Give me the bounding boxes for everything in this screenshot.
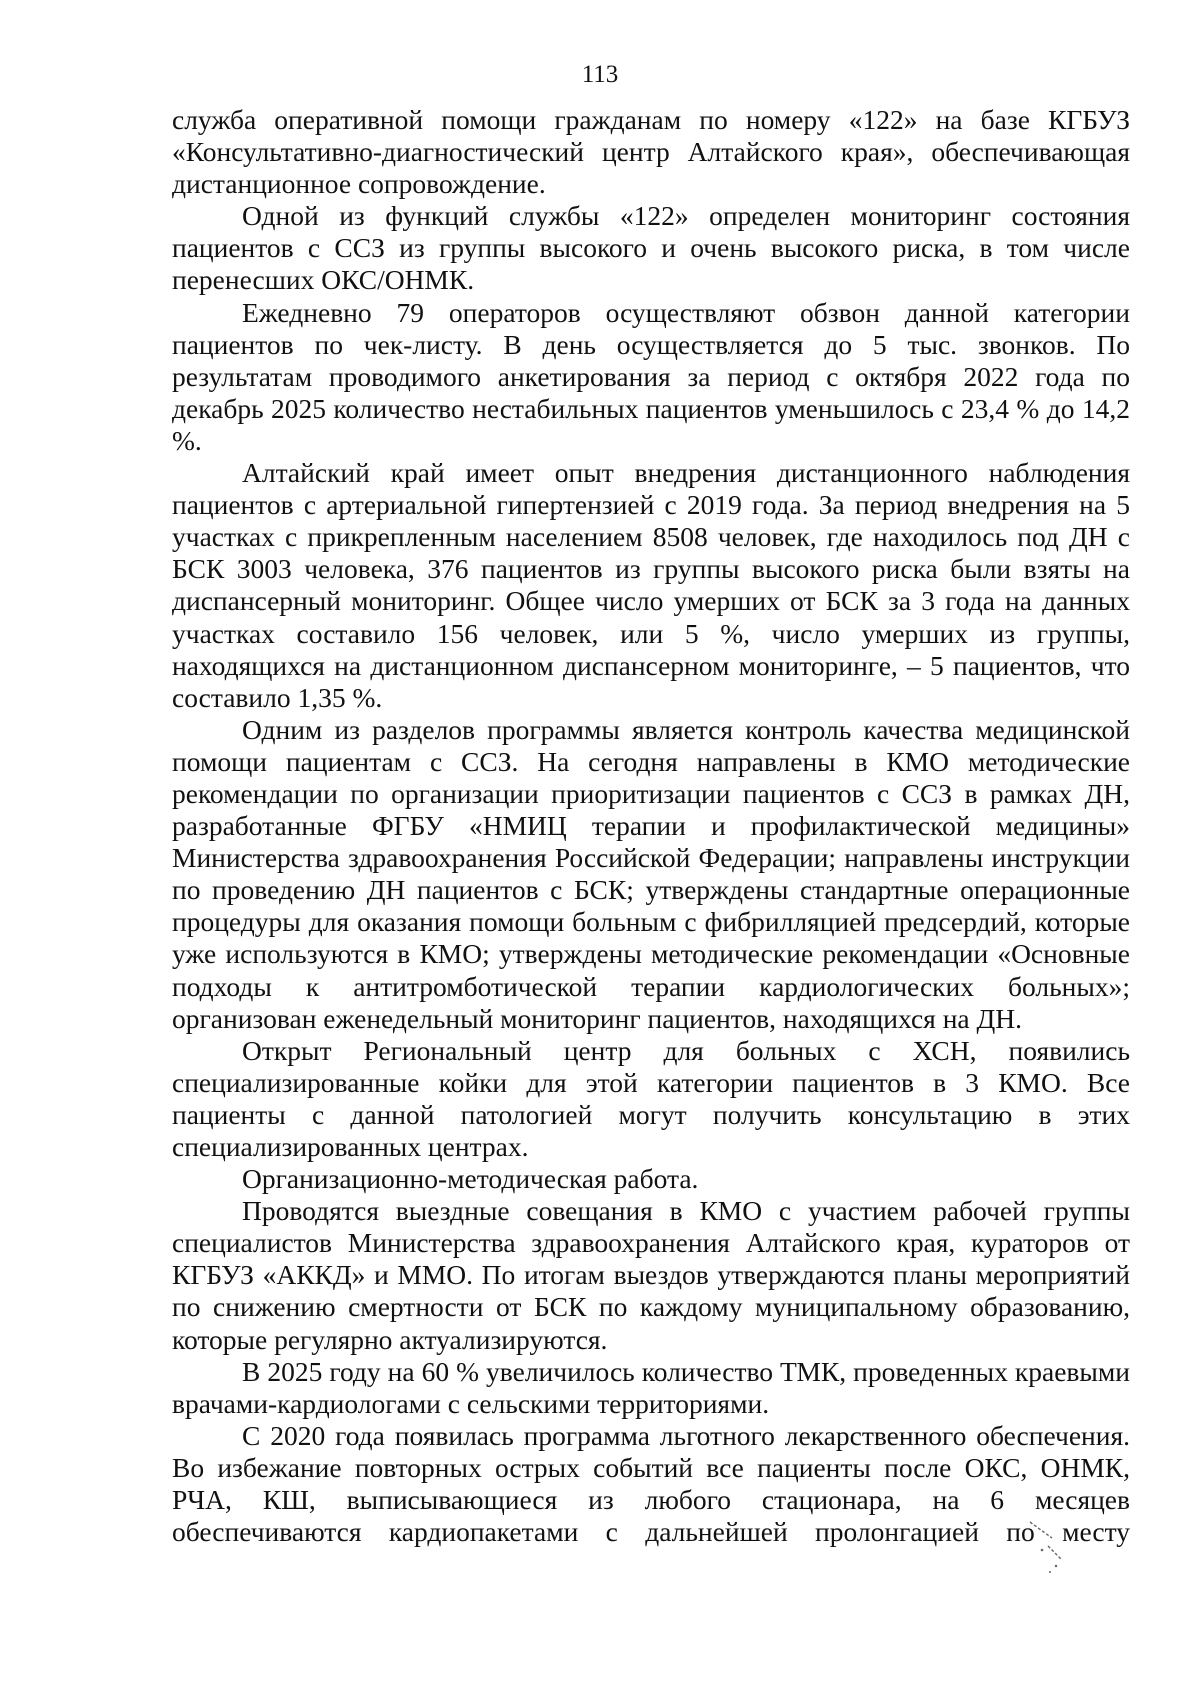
paragraph-drug-program: С 2020 года появилась программа льготного лекарственного обеспечения. Во избежание повторных острых событий все пациенты после ОКС, ОНМК, РЧА, КШ, выписывающиеся из любого стационара, на 6 месяцев обеспечиваются кардиопакетами с дальнейшей пролонгацией по месту (172, 1419, 1130, 1548)
page-number: 113 (581, 61, 619, 88)
paragraph-monitoring-function: Одной из функций службы «122» определен мониторинг состояния пациентов с ССЗ из группы высокого и очень высокого риска, в том числе перенесших ОКС/ОНМК. (172, 200, 1130, 296)
paragraph-telemedicine: В 2025 году на 60 % увеличилось количество ТМК, проведенных краевыми врачами-кардиологами с сельскими территориями. (172, 1355, 1130, 1419)
paragraph-hotline-service: служба оперативной помощи гражданам по номеру «122» на базе КГБУЗ «Консультативно-диагностический центр Алтайского края», обеспечивающая дистанционное сопровождение. (172, 104, 1130, 200)
scan-artifact-icon (1012, 1516, 1082, 1576)
paragraph-heart-failure-center: Открыт Региональный центр для больных с ХСН, появились специализированные койки для этой категории пациентов в 3 КМО. Все пациенты с данной патологией могут получить консультацию в этих специализированных центрах. (172, 1034, 1130, 1162)
paragraph-methodical-work-heading: Организационно-методическая работа. (242, 1163, 699, 1195)
document-body (172, 104, 1130, 1548)
paragraph-field-meetings: Проводятся выездные совещания в КМО с участием рабочей группы специалистов Министерства здравоохранения Алтайского края, кураторов от КГБУЗ «АККД» и ММО. По итогам выездов утверждаются планы мероприятий по снижению смертности от БСК по каждому муниципальному образованию, которые регулярно актуализируются. (172, 1195, 1130, 1355)
paragraph-quality-control: Одним из разделов программы является контроль качества медицинской помощи пациентам с ССЗ. На сегодня направлены в КМО методические рекомендации по организации приоритизации пациентов с ССЗ в рамках ДН, разработанные ФГБУ «НМИЦ терапии и профилактической медицины» Министерства здравоохранения Российской Федерации; направлены инструкции по проведению ДН пациентов с БСК; утверждены стандартные операционные процедуры для оказания помощи больным с фибрилляцией предсердий, которые уже используются в КМО; утверждены методические рекомендации «Основные подходы к антитромботической терапии кардиологических больных»; организован еженедельный мониторинг пациентов, находящихся на ДН. (172, 713, 1130, 1034)
scan-mark (1012, 1516, 1082, 1576)
paragraph-remote-observation: Алтайский край имеет опыт внедрения дистанционного наблюдения пациентов с артериальной гипертензией с 2019 года. За период внедрения на 5 участках с прикрепленным населением 8508 человек, где находилось под ДН с БСК 3003 человека, 376 пациентов из группы высокого риска были взяты на диспансерный мониторинг. Общее число умерших от БСК за 3 года на данных участках составило 156 человек, или 5 %, число умерших из группы, находящихся на дистанционном диспансерном мониторинге, – 5 пациентов, что составило 1,35 %. (172, 457, 1130, 713)
paragraph-operators-calls: Ежедневно 79 операторов осуществляют обзвон данной категории пациентов по чек-листу. В день осуществляется до 5 тыс. звонков. По результатам проводимого анкетирования за период с октября 2022 года по декабрь 2025 количество нестабильных пациентов уменьшилось с 23,4 % до 14,2 %. (172, 296, 1130, 456)
